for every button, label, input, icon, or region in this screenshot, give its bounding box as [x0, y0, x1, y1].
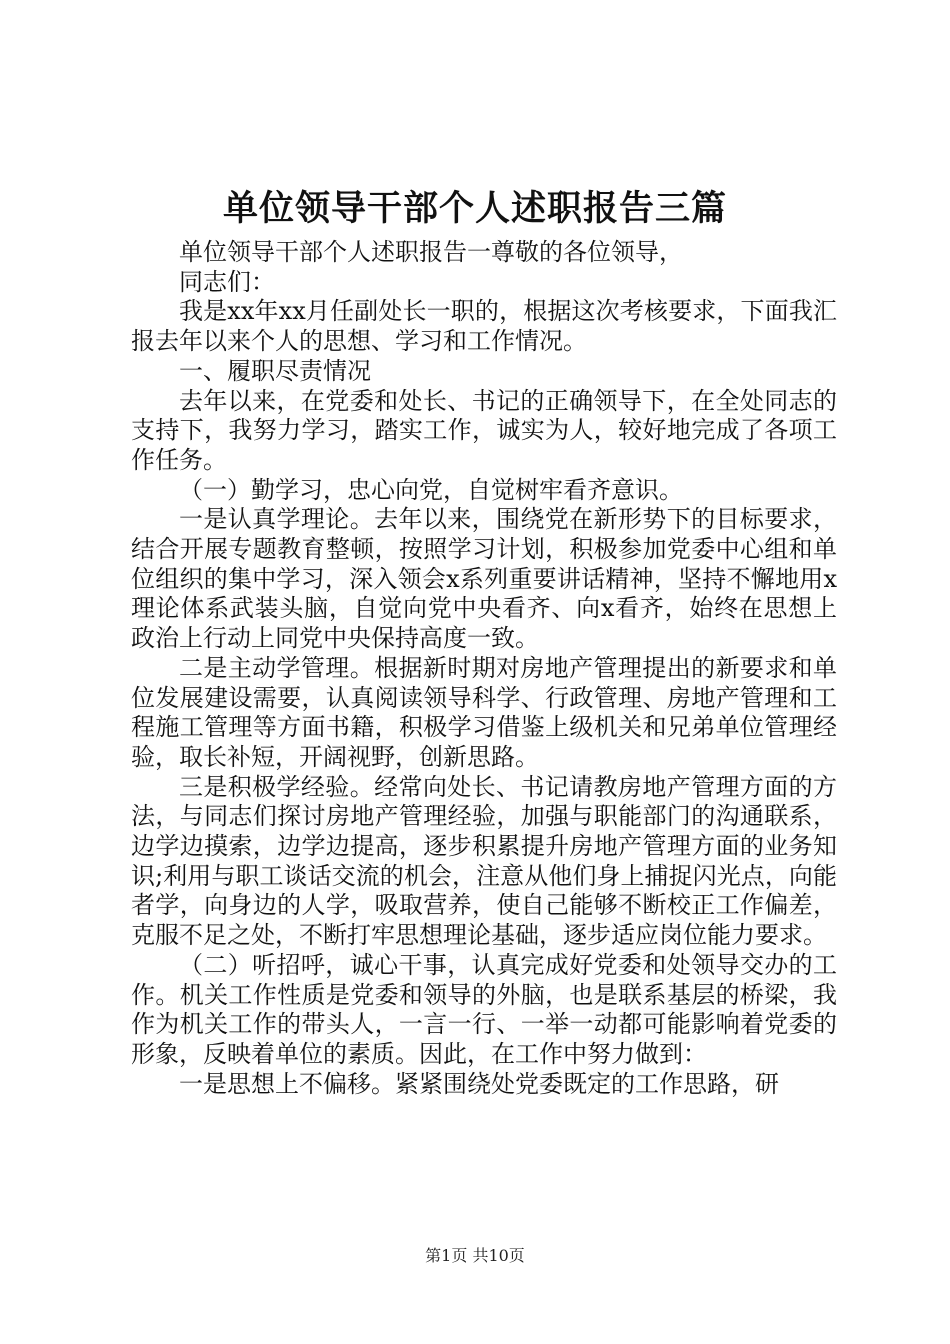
- document-body: [131, 238, 837, 1099]
- paragraph-work: （二）听招呼，诚心干事，认真完成好党委和处领导交办的工作。机关工作性质是党委和领导的外脑，也是联系基层的桥梁，我作为机关工作的带头人，一言一行、一举一动都可能影响着党委的形象，反映着单位的素质。因此，在工作中努力做到：: [131, 950, 837, 1068]
- paragraph-summary: 去年以来，在党委和处长、书记的正确领导下，在全处同志的支持下，我努力学习，踏实工作，诚实为人，较好地完成了各项工作任务。: [131, 386, 837, 474]
- paragraph-salutation: 同志们：: [179, 267, 275, 296]
- page-footer: 第1页 共10页: [425, 1246, 525, 1265]
- subsection-heading-study: （一）勤学习，忠心向党，自觉树牢看齐意识。: [179, 475, 683, 504]
- paragraph-intro: 我是xx年xx月任副处长一职的，根据这次考核要求，下面我汇报去年以来个人的思想、学习和工作情况。: [131, 297, 837, 356]
- section-heading-duty: 一、履职尽责情况: [179, 356, 371, 385]
- document-title: 单位领导干部个人述职报告三篇: [222, 188, 727, 229]
- paragraph-thought: 一是思想上不偏移。紧紧围绕处党委既定的工作思路，研: [179, 1069, 779, 1098]
- paragraph-management: 二是主动学管理。根据新时期对房地产管理提出的新要求和单位发展建设需要，认真阅读领导科学、行政管理、房地产管理和工程施工管理等方面书籍，积极学习借鉴上级机关和兄弟单位管理经验，取长补短，开阔视野，创新思路。: [131, 653, 837, 771]
- paragraph-experience: 三是积极学经验。经常向处长、书记请教房地产管理方面的方法，与同志们探讨房地产管理经验，加强与职能部门的沟通联系，边学边摸索，边学边提高，逐步积累提升房地产管理方面的业务知识;利用与职工谈话交流的机会，注意从他们身上捕捉闪光点，向能者学，向身边的人学，吸取营养，使自己能够不断校正工作偏差，克服不足之处，不断打牢思想理论基础，逐步适应岗位能力要求。: [131, 772, 837, 950]
- paragraph-theory: 一是认真学理论。去年以来，围绕党在新形势下的目标要求，结合开展专题教育整顿，按照学习计划，积极参加党委中心组和单位组织的集中学习，深入领会x系列重要讲话精神，坚持不懈地用x理论体系武装头脑，自觉向党中央看齐、向x看齐，始终在思想上政治上行动上同党中央保持高度一致。: [131, 505, 837, 653]
- paragraph-greeting: 单位领导干部个人述职报告一尊敬的各位领导，: [179, 238, 683, 266]
